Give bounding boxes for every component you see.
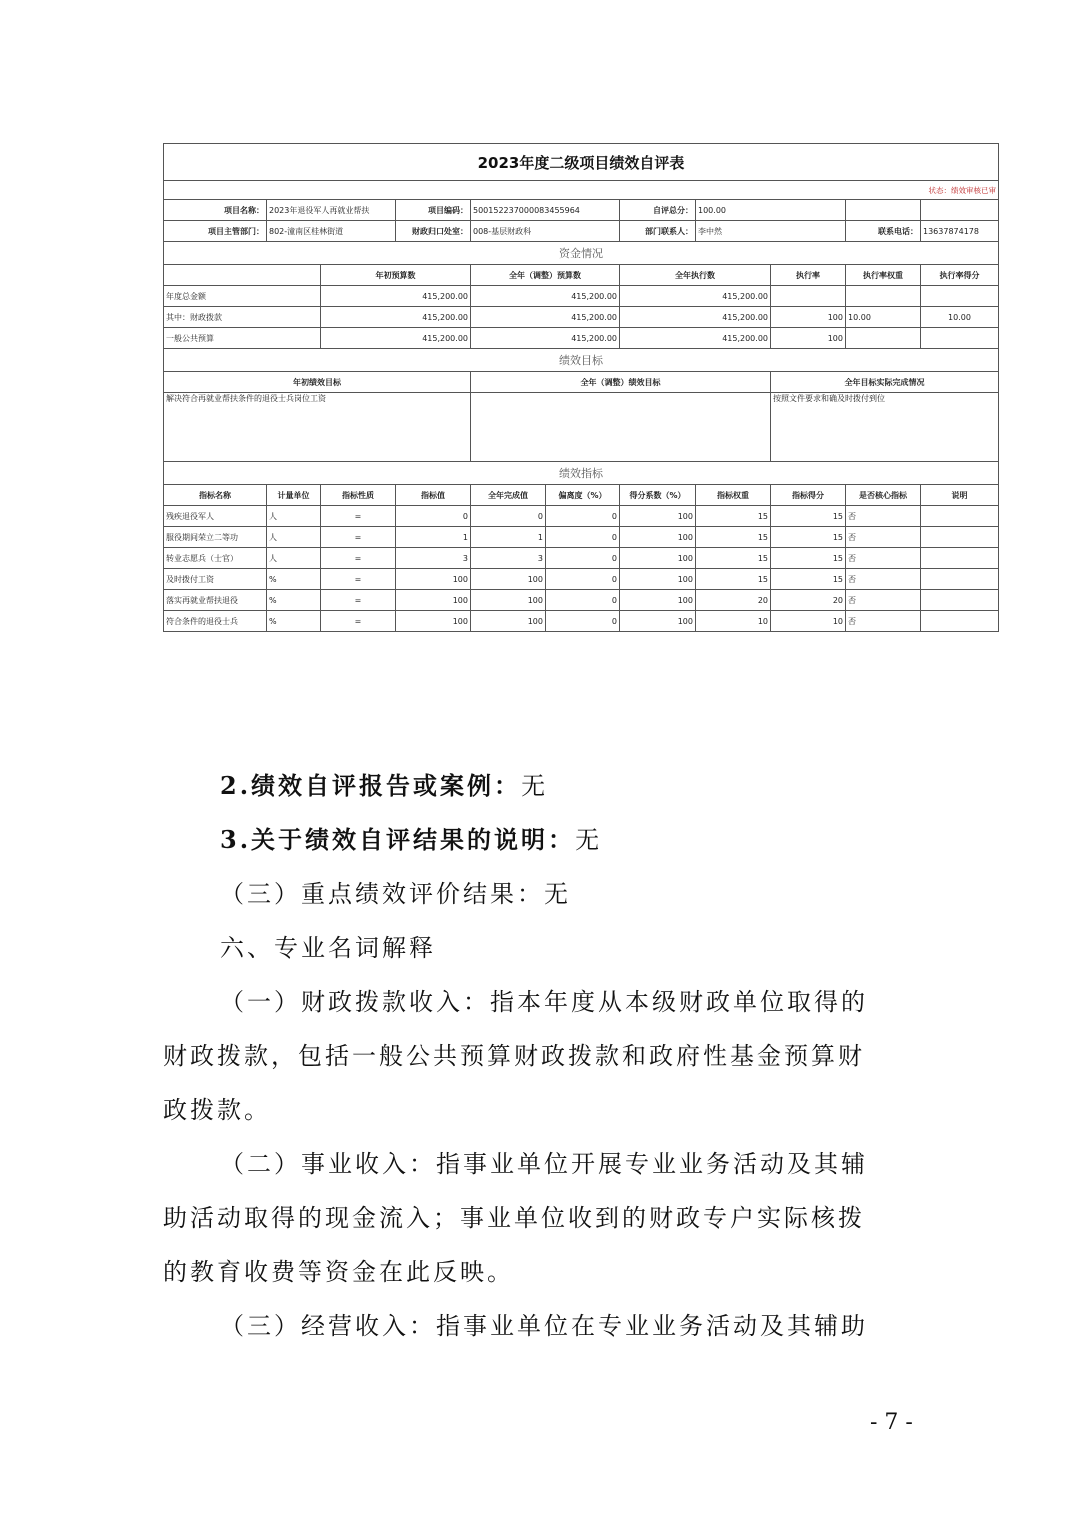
indicator-cell: 100 [620, 590, 696, 611]
contact-label: 部门联系人： [620, 221, 696, 242]
goals-header: 年初绩效目标 [164, 372, 471, 393]
indicator-cell: 残疾退役军人 [164, 506, 267, 527]
indicator-cell: 15 [771, 527, 846, 548]
funds-header: 全年（调整）预算数 [471, 265, 620, 286]
indicator-cell: 否 [846, 569, 921, 590]
funds-cell: 100 [771, 307, 846, 328]
funds-cell: 10.00 [846, 307, 921, 328]
funds-row [164, 286, 999, 307]
indicator-cell: 及时拨付工资 [164, 569, 267, 590]
result-explanation-value: 无 [575, 826, 603, 854]
paragraph-self-eval-report [220, 766, 548, 801]
funds-header: 执行率 [771, 265, 846, 286]
indicator-cell: 否 [846, 527, 921, 548]
indicator-cell: 100 [471, 590, 546, 611]
indicator-cell: 15 [771, 506, 846, 527]
finance-label: 财政归口处室： [396, 221, 471, 242]
finance-value: 008-基层财政科 [471, 221, 620, 242]
indicator-cell: 服役期间荣立二等功 [164, 527, 267, 548]
funds-cell [921, 286, 999, 307]
funds-cell: 一般公共预算 [164, 328, 321, 349]
indicator-header-cell: 指标名称 [164, 485, 267, 506]
indicator-cell: 0 [546, 590, 620, 611]
info-row-1 [164, 200, 999, 221]
indicator-cell: % [267, 569, 321, 590]
indicator-cell: 15 [696, 527, 771, 548]
indicator-cell [921, 527, 999, 548]
funds-section-title: 资金情况 [164, 242, 999, 265]
indicator-cell: 符合条件的退役士兵 [164, 611, 267, 632]
funds-row [164, 307, 999, 328]
dept-value: 802-潼南区桂林街道 [267, 221, 396, 242]
funds-header: 全年执行数 [620, 265, 771, 286]
definition-line: 政拨款。 [163, 1096, 271, 1124]
indicator-row [164, 527, 999, 548]
goals-section-title: 绩效目标 [164, 349, 999, 372]
funds-row [164, 328, 999, 349]
funds-header-row [164, 265, 999, 286]
indicator-header-cell: 是否核心指标 [846, 485, 921, 506]
self-eval-report-value: 无 [521, 772, 549, 800]
paragraph-result-explanation [220, 820, 602, 855]
empty-cell [921, 200, 999, 221]
funds-cell: 415,200.00 [471, 307, 620, 328]
indicator-cell: 100 [620, 569, 696, 590]
funds-cell [771, 286, 846, 307]
indicator-cell: 1 [471, 527, 546, 548]
goals-cell: 解决符合再就业帮扶条件的退役士兵岗位工资 [164, 393, 471, 462]
indicator-cell: 0 [546, 548, 620, 569]
funds-cell: 415,200.00 [471, 286, 620, 307]
indicator-cell [921, 506, 999, 527]
score-label: 自评总分： [620, 200, 696, 221]
indicator-rows [164, 506, 999, 632]
definition-line: （二）事业收入：指事业单位开展专业业务活动及其辅 [220, 1150, 868, 1178]
definition-line: 助活动取得的现金流入；事业单位收到的财政专户实际核拨 [163, 1204, 865, 1232]
indicator-cell: = [321, 548, 396, 569]
funds-cell: 415,200.00 [321, 307, 471, 328]
indicator-row [164, 611, 999, 632]
funds-cell [921, 328, 999, 349]
definition-line: （三）经营收入：指事业单位在专业业务活动及其辅助 [220, 1312, 868, 1340]
indicator-cell: 人 [267, 506, 321, 527]
contact-value: 李中然 [696, 221, 846, 242]
phone-value: 13637874178 [921, 221, 999, 242]
indicator-cell: = [321, 527, 396, 548]
indicator-cell: 20 [696, 590, 771, 611]
empty-cell [846, 200, 921, 221]
funds-cell: 10.00 [921, 307, 999, 328]
funds-cell: 年度总金额 [164, 286, 321, 307]
definition-line: 财政拨款，包括一般公共预算财政拨款和政府性基金预算财 [163, 1042, 865, 1070]
status-text: 状态：绩效审核已审 [164, 181, 999, 200]
indicator-row [164, 569, 999, 590]
funds-cell [846, 328, 921, 349]
indicator-cell: 10 [696, 611, 771, 632]
indicator-cell: = [321, 569, 396, 590]
indicator-cell: 0 [396, 506, 471, 527]
indicator-cell [921, 611, 999, 632]
project-name: 2023年退役军人再就业帮扶 [267, 200, 396, 221]
result-explanation-label: 3.关于绩效自评结果的说明： [220, 825, 576, 854]
funds-cell: 415,200.00 [620, 328, 771, 349]
self-eval-report-label: 2.绩效自评报告或案例： [220, 771, 522, 800]
score-value: 100.00 [696, 200, 846, 221]
goals-cell: 按照文件要求和确及时拨付到位 [771, 393, 999, 462]
indicator-header-cell: 说明 [921, 485, 999, 506]
paragraph-key-evaluation: （三）重点绩效评价结果：无 [220, 880, 571, 908]
definition-line: （一）财政拨款收入：指本年度从本级财政单位取得的 [220, 988, 868, 1016]
indicator-cell [921, 590, 999, 611]
indicator-cell: 100 [471, 611, 546, 632]
indicator-cell: 3 [396, 548, 471, 569]
project-name-label: 项目名称： [164, 200, 267, 221]
indicator-cell: 10 [771, 611, 846, 632]
indicator-cell: 否 [846, 611, 921, 632]
performance-evaluation-table [163, 143, 999, 632]
indicator-header-cell: 指标得分 [771, 485, 846, 506]
funds-cell: 415,200.00 [321, 286, 471, 307]
indicator-header-cell: 全年完成值 [471, 485, 546, 506]
indicator-cell: % [267, 611, 321, 632]
goals-header: 全年（调整）绩效目标 [471, 372, 771, 393]
indicator-cell: = [321, 611, 396, 632]
indicator-cell: 人 [267, 527, 321, 548]
page-number: - 7 - [870, 1410, 913, 1435]
indicator-cell: 0 [546, 527, 620, 548]
funds-cell: 415,200.00 [620, 307, 771, 328]
indicator-header-cell: 偏离度（%） [546, 485, 620, 506]
indicator-cell: 否 [846, 506, 921, 527]
indicator-cell: 转业志愿兵（士官） [164, 548, 267, 569]
funds-cell [846, 286, 921, 307]
goals-cell [471, 393, 771, 462]
indicator-cell: 否 [846, 548, 921, 569]
indicator-cell: 100 [620, 506, 696, 527]
indicator-cell: 100 [620, 527, 696, 548]
indicator-cell: 100 [620, 548, 696, 569]
project-code: 500152237000083455964 [471, 200, 620, 221]
indicator-cell: 1 [396, 527, 471, 548]
indicator-cell: 0 [546, 506, 620, 527]
indicator-cell: 100 [396, 590, 471, 611]
dept-label: 项目主管部门： [164, 221, 267, 242]
indicator-header-cell: 指标权重 [696, 485, 771, 506]
indicator-cell: 100 [396, 569, 471, 590]
empty-cell [164, 265, 321, 286]
indicator-cell: 100 [471, 569, 546, 590]
indicator-header-cell: 指标值 [396, 485, 471, 506]
indicator-header-row [164, 485, 999, 506]
table-title: 2023年度二级项目绩效自评表 [164, 144, 999, 181]
indicator-row [164, 506, 999, 527]
indicator-row [164, 590, 999, 611]
indicator-cell: 15 [771, 569, 846, 590]
indicator-cell: 3 [471, 548, 546, 569]
indicator-cell: 15 [696, 548, 771, 569]
funds-cell: 其中：财政拨款 [164, 307, 321, 328]
info-row-2 [164, 221, 999, 242]
funds-cell: 415,200.00 [471, 328, 620, 349]
indicator-cell: 15 [771, 548, 846, 569]
project-code-label: 项目编码： [396, 200, 471, 221]
indicator-cell: 人 [267, 548, 321, 569]
section-heading-terms: 六、专业名词解释 [220, 934, 436, 962]
funds-header: 年初预算数 [321, 265, 471, 286]
indicator-cell: 100 [620, 611, 696, 632]
indicator-cell: 否 [846, 590, 921, 611]
indicator-cell: % [267, 590, 321, 611]
goals-row [164, 393, 999, 462]
funds-cell: 415,200.00 [620, 286, 771, 307]
indicator-header-cell: 得分系数（%） [620, 485, 696, 506]
definition-line: 的教育收费等资金在此反映。 [163, 1258, 514, 1286]
phone-label: 联系电话： [846, 221, 921, 242]
funds-cell: 415,200.00 [321, 328, 471, 349]
indicator-cell: 20 [771, 590, 846, 611]
funds-header: 执行率得分 [921, 265, 999, 286]
indicator-cell: 0 [471, 506, 546, 527]
indicator-cell: = [321, 590, 396, 611]
indicator-cell: 15 [696, 506, 771, 527]
indicator-row [164, 548, 999, 569]
funds-cell: 100 [771, 328, 846, 349]
indicator-cell: 15 [696, 569, 771, 590]
indicator-cell: 落实再就业帮扶退役 [164, 590, 267, 611]
indicator-cell: 0 [546, 569, 620, 590]
indicator-cell [921, 548, 999, 569]
indicator-cell: = [321, 506, 396, 527]
indicator-header-cell: 计量单位 [267, 485, 321, 506]
funds-header: 执行率权重 [846, 265, 921, 286]
indicator-cell: 100 [396, 611, 471, 632]
goals-header-row [164, 372, 999, 393]
indicator-header-cell: 指标性质 [321, 485, 396, 506]
indicator-cell [921, 569, 999, 590]
indicator-cell: 0 [546, 611, 620, 632]
goals-header: 全年目标实际完成情况 [771, 372, 999, 393]
indicators-section-title: 绩效指标 [164, 462, 999, 485]
